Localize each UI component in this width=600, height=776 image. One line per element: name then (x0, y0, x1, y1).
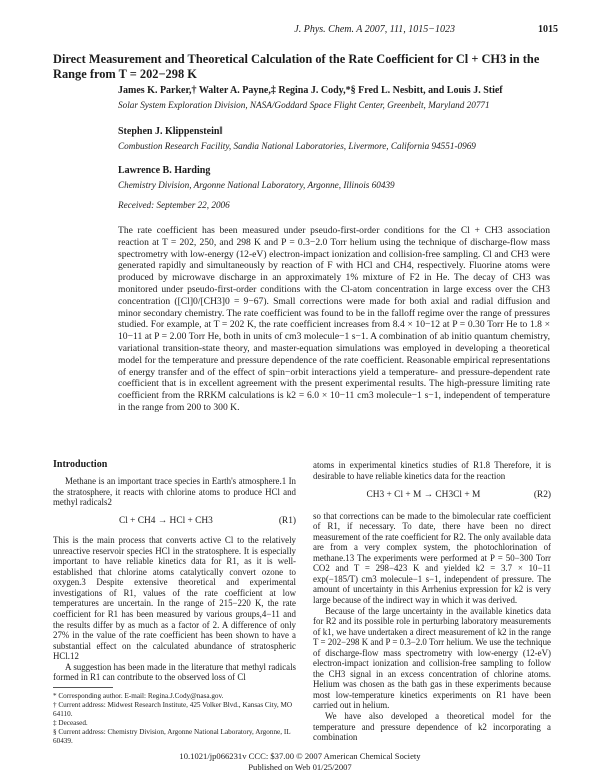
journal-citation: J. Phys. Chem. A 2007, 111, 1015−1023 (294, 24, 455, 35)
author-affiliation: Chemistry Division, Argonne National Laboratory, Argonne, Illinois 60439 (118, 180, 395, 190)
paragraph: We have also developed a theoretical model for the temperature and pressure dependence of k2 incorporating a combination (313, 711, 551, 743)
page-number: 1015 (538, 24, 558, 35)
footnote: * Corresponding author. E-mail: Regina.J.Cody@nasa.gov. (53, 692, 224, 700)
equation-label: (R2) (533, 490, 551, 501)
footnote-divider (53, 687, 113, 688)
author-group-2 (118, 126, 476, 151)
abstract: The rate coefficient has been measured under pseudo-first-order conditions for the Cl + CH3 association reaction at T = 202, 250, and 298 K and P = 0.3−2.0 Torr helium using the technique of discharge-flow mass spectrometry with low-energy (12-eV) electron-impact ionization and collision-free sampling. Cl and CH3 were generated rapidly and simultaneously by reaction of F with HCl and CH4, respectively. Fluorine atoms were produced by microwave discharge in an approximately 1% mixture of F2 in He. The decay of CH3 was monitored under pseudo-first-order conditions with the Cl-atom concentration in large excess over the CH3 concentration ([Cl]0/[CH3]0 = 9−67). Small corrections were made for both axial and radial diffusion and minor secondary chemistry. The rate coefficient was found to be in the falloff regime over the range of pressures studied. For example, at T = 202 K, the rate coefficient increases from 8.4 × 10−12 at P = 0.30 Torr He to 1.8 × 10−11 at P = 2.00 Torr He, both in units of cm3 molecule−1 s−1. A combination of ab initio quantum chemistry, variational transition-state theory, and master-equation simulations was employed in developing a theoretical model for the temperature and pressure dependence of the rate coefficient. Reasonable empirical representations of energy transfer and of the effect of spin−orbit interactions yield a temperature- and pressure-dependent rate coefficient that is in excellent agreement with the present experimental results. The high-pressure limiting rate coefficient from the RRKM calculations is k2 = 6.0 × 10−11 cm3 molecule−1 s−1, independent of temperature in the range from 200 to 300 K. (118, 225, 550, 413)
equation-text: CH3 + Cl + M → CH3Cl + M (366, 490, 481, 501)
paragraph: Methane is an important trace species in Earth's atmosphere.1 In the stratosphere, it reacts with chlorine atoms to produce HCl and methyl radicals2 (53, 476, 296, 508)
author-names: James K. Parker,† Walter A. Payne,‡ Regina J. Cody,*§ Fred L. Nesbitt, and Louis J. Stief (118, 85, 503, 96)
paragraph: atoms in experimental kinetics studies of R1.8 Therefore, it is desirable to have reliable kinetics data for the reaction (313, 460, 551, 481)
received-date: Received: September 22, 2006 (118, 200, 230, 210)
footnote: † Current address: Midwest Research Institute, 425 Volker Blvd., Kansas City, MO 64110. (53, 701, 293, 718)
paragraph: so that corrections can be made to the bimolecular rate coefficient of R1, if necessary. To date, there have been no direct measurement of the rate coefficient for R2. The only available data are from a very complex system, the photochlorination of methane.13 The experiments were performed at P = 50−300 Torr CO2 and T = 298−423 K and yielded k2 = 3.7 × 10−11 exp(−185/T) cm3 molecule−1 s−1, independent of pressure. The amount of uncertainty in this Arrhenius expression for k2 is very large because of the indirect way in which it was derived. (313, 510, 551, 606)
author-names: Lawrence B. Harding (118, 165, 211, 176)
published-date: Published on Web 01/25/2007 (248, 762, 352, 772)
article-title: Direct Measurement and Theoretical Calculation of the Rate Coefficient for Cl + CH3 in the Range from T = 202−298 K (53, 52, 540, 81)
left-column (53, 476, 296, 683)
paragraph: A suggestion has been made in the literature that methyl radicals formed in R1 can contribute to the observed loss of Cl (53, 661, 296, 683)
doi-copyright-line: 10.1021/jp066231v CCC: $37.00 © 2007 American Chemical Society (179, 751, 421, 761)
footnote: § Current address: Chemistry Division, Argonne National Laboratory, Argonne, IL 60439. (53, 728, 291, 745)
author-names: Stephen J. Klippenstein‖ (118, 126, 223, 137)
equation-r1 (53, 516, 296, 527)
author-group-3 (118, 165, 395, 190)
paragraph: Because of the large uncertainty in the available kinetics data for R2 and its possible role in perturbing laboratory measurements of k1, we have undertaken a direct measurement of k2 in the range T = 202−298 K and P = 0.3−2.0 Torr helium. We use the technique of discharge-flow mass spectrometry with low-energy (12-eV) electron-impact ionization and collision-free sampling to follow the CH3 signal in an excess concentration of chlorine atoms. Helium was chosen as the bath gas in these experiments because most low-temperature kinetics experiments on R1 have been carried out in helium. (313, 605, 551, 711)
equation-r2 (313, 490, 551, 501)
equation-label: (R1) (278, 515, 296, 526)
footnote: ‡ Deceased. (53, 719, 88, 727)
author-affiliation: Combustion Research Facility, Sandia National Laboratories, Livermore, California 94551-0969 (118, 141, 476, 151)
author-group-1 (118, 85, 503, 110)
footnotes (53, 692, 298, 746)
right-column (313, 460, 551, 743)
author-affiliation: Solar System Exploration Division, NASA/Goddard Space Flight Center, Greenbelt, Maryland 20771 (118, 100, 490, 110)
paragraph: This is the main process that converts active Cl to the relatively unreactive reservoir species HCl in the stratosphere. It is especially important to have reliable kinetics data for R1, as it is well-established that chlorine atoms catalytically convert ozone to oxygen.3 Despite extensive theoretical and experimental investigations of R1, values of the rate coefficient at low temperatures are uncertain. In the range of 215−220 K, the rate coefficient for R1 has been measured by various groups,4−11 and the results differ by as much as a factor of 2. A difference of only 27% in the value of the rate coefficient has been shown to have a substantial effect on the calculated abundance of stratospheric HCl.12 (53, 535, 296, 662)
introduction-heading: Introduction (53, 459, 108, 470)
equation-text: Cl + CH4 → HCl + CH3 (118, 515, 213, 526)
